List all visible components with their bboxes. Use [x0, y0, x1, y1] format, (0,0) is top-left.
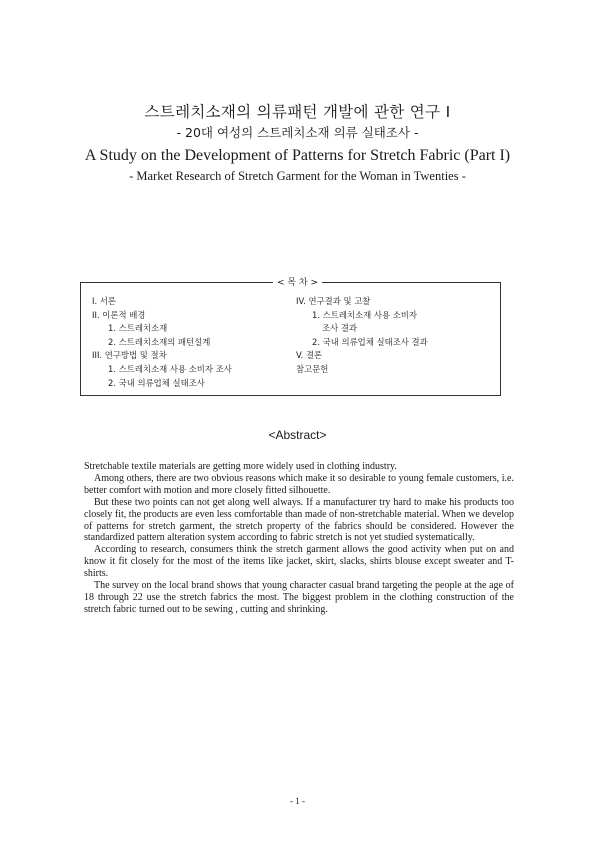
toc-subitem: 2. 스트레치소재의 패턴설계 — [108, 336, 211, 347]
abstract-paragraph: The survey on the local brand shows that young character casual brand targeting the people at the age of 18 through 22 use the stretch fabrics the most. The biggest problem in the clothing construction of the stretch fabric turned out to be sewing , cutting and shrinking. — [84, 580, 514, 615]
toc-subitem: 1. 스트레치소재 — [108, 323, 168, 334]
page-number: - 1 - — [290, 796, 305, 806]
toc-subitem: 2. 국내 의류업체 실태조사 — [108, 377, 205, 388]
toc-right-column — [296, 295, 428, 377]
subtitle-english: - Market Research of Stretch Garment for the Woman in Twenties - — [129, 169, 466, 183]
abstract-paragraph: Stretchable textile materials are getting more widely used in clothing industry. — [84, 461, 397, 472]
toc-subitem-continued: 조사 결과 — [322, 323, 358, 334]
toc-item: IV. 연구결과 및 고찰 — [296, 296, 371, 306]
toc-item: 참고문헌 — [296, 363, 329, 374]
subtitle-korean: - 20대 여성의 스트레치소재 의류 실태조사 - — [176, 125, 419, 140]
toc-item: V. 결론 — [296, 350, 323, 361]
toc-left-column — [92, 295, 232, 390]
toc-subitem: 2. 국내 의류업체 실태조사 결과 — [312, 336, 428, 347]
abstract-paragraph: Among others, there are two obvious reasons which make it so desirable to young female customers, i.e. better comfort with motion and more closely fitted silhouette. — [84, 472, 514, 496]
abstract-paragraph: According to research, consumers think the stretch garment allows the good activity when put on and know it fit closely for the most of the items like jacket, skirt, slacks, shirts blouse except sweater and T-shirts. — [84, 544, 514, 580]
toc-heading-text: < 목 차 > — [273, 278, 322, 288]
title-english: A Study on the Development of Patterns for Stretch Fabric (Part I) — [84, 147, 511, 164]
abstract-heading: <Abstract> — [268, 428, 327, 442]
toc-item: II. 이론적 배경 — [92, 309, 146, 320]
title-korean: 스트레치소재의 의류패턴 개발에 관한 연구 I — [144, 103, 451, 121]
toc-subitem: 1. 스트레치소재 사용 소비자 — [312, 309, 417, 320]
toc-item: III. 연구방법 및 절차 — [92, 350, 167, 361]
toc-heading — [0, 275, 595, 288]
toc-subitem: 1. 스트레치소재 사용 소비자 조사 — [108, 363, 232, 374]
abstract-paragraph: But these two points can not get along well always. If a manufacturer try hard to make his products too closely fit, the products are even less comfortable than made of non-stretchable material. When we develop of patterns for stretch garment, the stretch property of the fabrics should be considered. However the standardized pattern alteration system according to fabric stretch is not yet studied systematically. — [84, 496, 514, 544]
toc-item: I. 서론 — [92, 296, 116, 306]
abstract-body — [84, 461, 514, 616]
